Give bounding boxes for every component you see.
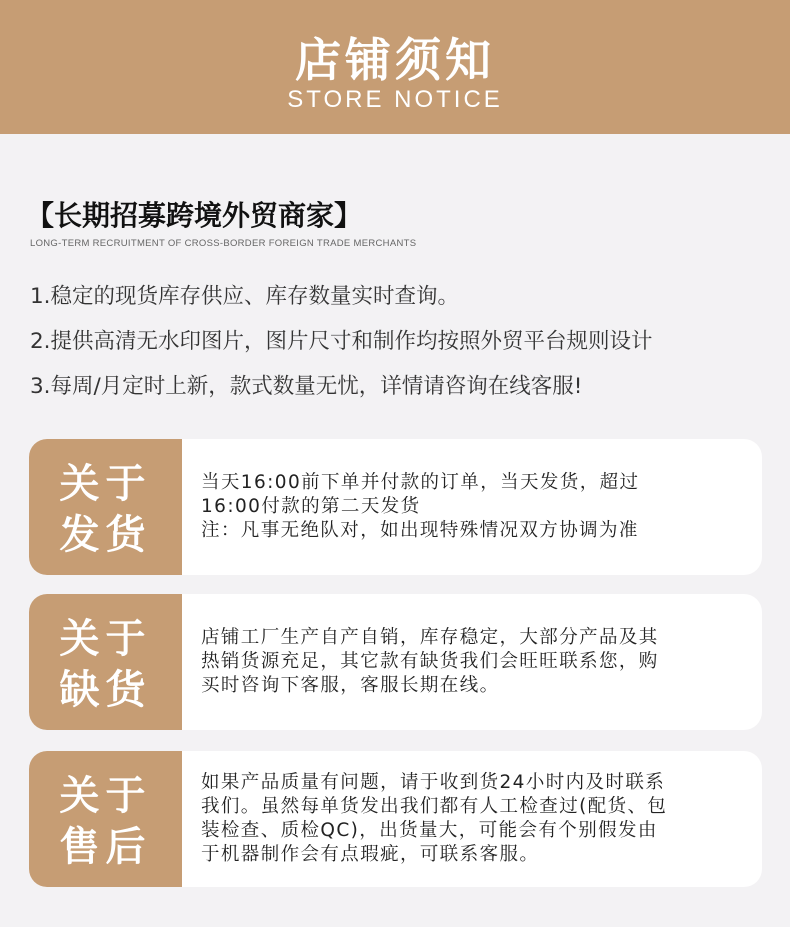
card-shipping [29, 439, 762, 575]
card-label [29, 594, 182, 730]
card-out-of-stock [29, 594, 762, 730]
recruit-point: 2.提供高清无水印图片，图片尺寸和制作均按照外贸平台规则设计 [30, 329, 653, 354]
card-label-line: 关于 [59, 616, 152, 662]
recruit-subtitle: LONG-TERM RECRUITMENT OF CROSS-BORDER FOREIGN TRADE MERCHANTS [30, 238, 417, 249]
card-body [201, 439, 751, 575]
card-body [201, 751, 751, 887]
card-label-line: 售后 [59, 824, 152, 870]
recruit-title: 【长期招募跨境外贸商家】 [26, 199, 363, 232]
recruit-point: 3.每周/月定时上新，款式数量无忧，详情请咨询在线客服! [30, 374, 583, 399]
card-text-line: 热销货源充足，其它款有缺货我们会旺旺联系您，购 [201, 651, 659, 672]
card-text-line: 店铺工厂生产自产自销，库存稳定，大部分产品及其 [201, 627, 659, 648]
card-text-line: 16:00付款的第二天发货 [201, 496, 421, 517]
card-label [29, 751, 182, 887]
card-label-line: 发货 [59, 512, 152, 558]
card-text-line: 注：凡事无绝队对，如出现特殊情况双方协调为准 [201, 520, 639, 541]
card-label-line: 关于 [59, 461, 152, 507]
recruit-point: 1.稳定的现货库存供应、库存数量实时查询。 [30, 284, 460, 309]
card-text-line: 买时咨询下客服，客服长期在线。 [201, 675, 500, 696]
card-label-line: 缺货 [59, 667, 152, 713]
page-title: 店铺须知 [295, 33, 495, 87]
card-text-line: 装检查、质检QC)，出货量大，可能会有个别假发由 [201, 820, 658, 841]
card-text-line: 于机器制作会有点瑕疵，可联系客服。 [201, 844, 540, 865]
card-label-line: 关于 [59, 773, 152, 819]
card-body [201, 594, 751, 730]
card-after-sales [29, 751, 762, 887]
card-label [29, 439, 182, 575]
card-text-line: 如果产品质量有问题，请于收到货24小时内及时联系 [201, 772, 666, 793]
card-text-line: 当天16:00前下单并付款的订单，当天发货，超过 [201, 472, 640, 493]
page-subtitle: STORE NOTICE [287, 86, 503, 113]
store-notice-header [0, 0, 790, 134]
recruit-points [30, 282, 780, 417]
card-text-line: 我们。虽然每单货发出我们都有人工检查过(配货、包 [201, 796, 668, 817]
